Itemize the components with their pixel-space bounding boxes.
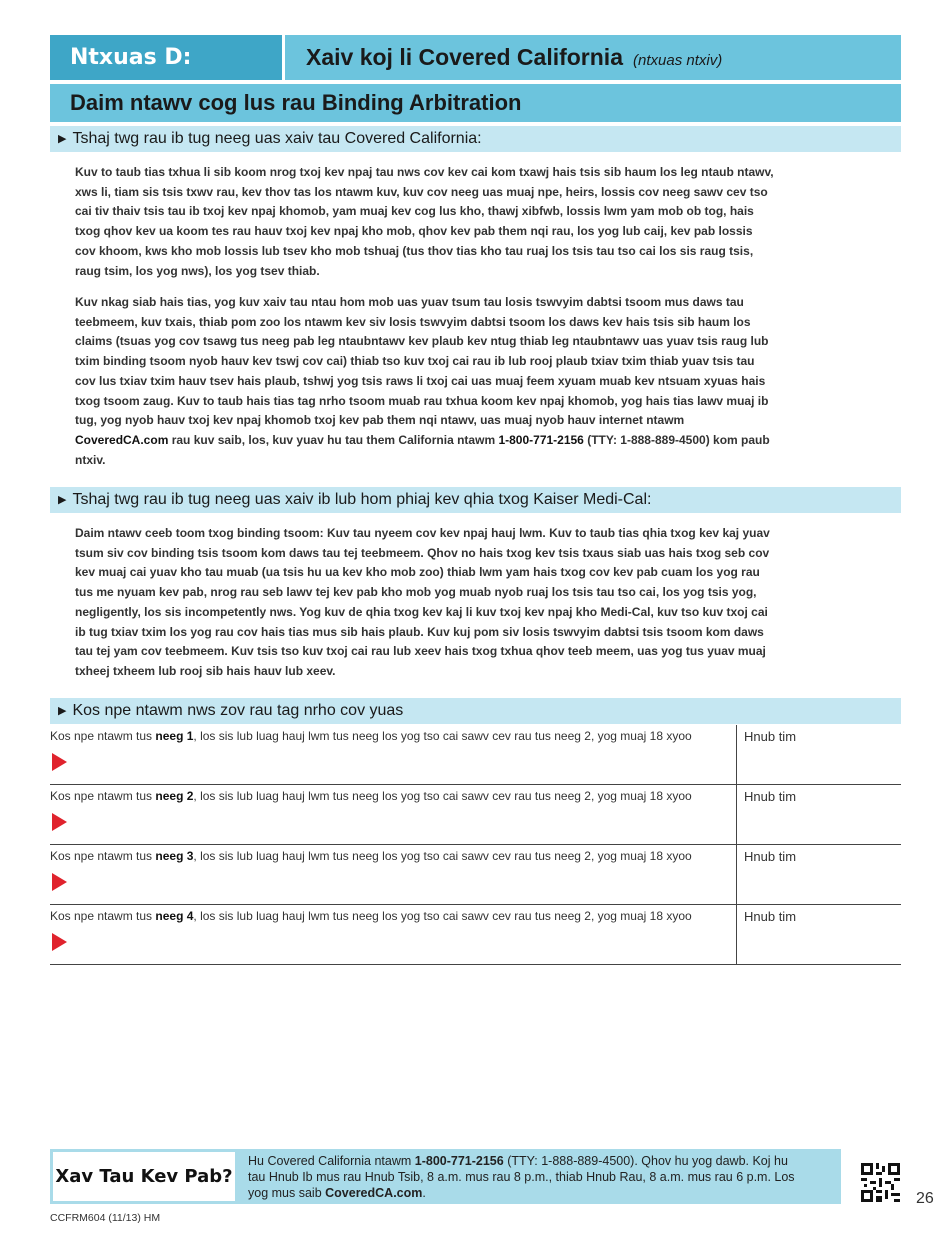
page-number: 26 [916,1190,934,1207]
help-footer [50,1149,841,1204]
date-label: Hnub tim [744,909,797,924]
date-label: Hnub tim [744,849,797,864]
section-heading-covered-california [50,126,901,152]
qr-code-icon [861,1163,900,1202]
form-id: CCFRM604 (11/13) HM [50,1212,161,1224]
column-divider [736,845,737,904]
website-link: CoveredCA.com [75,432,169,447]
website-link: CoveredCA.com [325,1186,423,1200]
page-header [50,35,901,80]
signature-label: Kos npe ntawm tus neeg 3, los sis lub luag hauj lwm tus neeg los yog tso cai sawv cev rau tus neeg 2, yog muaj 18 xyoo [50,849,692,863]
signature-row[interactable] [50,785,901,845]
help-label: Xav Tau Kev Pab? [53,1152,235,1201]
page-subtitle: (ntxuas ntxiv) [633,52,723,69]
column-divider [736,785,737,844]
signature-row[interactable] [50,845,901,905]
signature-label: Kos npe ntawm tus neeg 2, los sis lub luag hauj lwm tus neeg los yog tso cai sawv cev rau tus neeg 2, yog muaj 18 xyoo [50,789,692,803]
signature-row[interactable] [50,725,901,785]
page-title: Xaiv koj li Covered California [306,44,623,70]
sign-here-arrow-icon [52,873,67,891]
signature-label: Kos npe ntawm tus neeg 4, los sis lub luag hauj lwm tus neeg los yog tso cai sawv cev rau tus neeg 2, yog muaj 18 xyoo [50,909,692,923]
section-heading-text: Tshaj twg rau ib tug neeg uas xaiv tau Covered California: [72,130,482,147]
help-text: Hu Covered California ntawm 1-800-771-2156 (TTY: 1-888-889-4500). Qhov hu yog dawb. Koj hu tau Hnub Ib mus rau Hnub Tsib, 8 a.m. mus rau 8 p.m., thiab Hnub Rau, 8 a.m. mus rau 6 p.m. Los yog mus saib CoveredCA.com. [248,1154,795,1200]
section-heading-kaiser [50,487,901,513]
signature-row[interactable] [50,905,901,965]
phone-number: 1-800-771-2156 [498,432,584,447]
kaiser-paragraph: Daim ntawv ceeb toom txog binding tsoom: Kuv tau nyeem cov kev npaj hauj lwm. Kuv to taub tias qhia txog kev kaj yuav tsum siv cov binding tsis tsoom kom daws tau tej teebmeem. Qhov no hais txog kev tsis txaus siab uas hais txog seb cov kev muaj cai yuav kho tau muab (ua tsis hu ua kev kho mob zoo) thiab lwm yam hais txog cov kev pab cuam los yog rau tus me nyuam kev pab, nrog rau seb lawv tej kev pab kho mob yog muab nyob ruaj los tsis tau tso cai, los yog tsis yog, negligently, los sis incompetently nws. Yog kuv de qhia txog kev kaj li kuv txoj kev npaj kho Medi-Cal, kuv tso kuv txoj cai ib tug txiav txim los yog rau cov hais tias mus sib hais plaub. Kuv kuj pom siv losis tswvyim dabtsi tsis tsoom kom daws tau tej yam cov teebmeem. Kuv tsis tso kuv txoj cai rau lub xeev hais txog txhua qhov teeb meem, uas yog tus yuav muaj txheej txheem lub rooj sib hais hauv lub xeev. [75,526,770,678]
section-heading-signatures [50,698,901,724]
phone-number: 1-800-771-2156 [414,1154,504,1168]
paragraph-text: rau kuv saib, los, kuv yuav hu tau them California ntawm [168,432,499,447]
triangle-bullet-icon: ▶ [58,705,67,717]
section-heading-text: Tshaj twg rau ib tug neeg uas xaiv ib lub hom phiaj kev qhia txog Kaiser Medi-Cal: [72,491,652,508]
signature-label: Kos npe ntawm tus neeg 1, los sis lub luag hauj lwm tus neeg los yog tso cai sawv cev rau tus neeg 2, yog muaj 18 xyoo [50,729,692,743]
main-heading: Daim ntawv cog lus rau Binding Arbitration [50,84,901,122]
arbitration-paragraph-2 [75,293,775,470]
section-label: Ntxuas D: [50,35,282,80]
triangle-bullet-icon: ▶ [58,133,67,145]
sign-here-arrow-icon [52,813,67,831]
header-title-bar [285,35,901,80]
triangle-bullet-icon: ▶ [58,494,67,506]
date-label: Hnub tim [744,789,797,804]
paragraph-text: Kuv nkag siab hais tias, yog kuv xaiv tau ntau hom mob uas yuav tsum tau losis tswvyim dabtsi tsoom mus daws tau teebmeem, kuv txais, thiab pom zoo los ntawm kev siv losis tswvyim dabtsi tsoom los daws kev hais tsis sib haum los claims (tsuas yog cov tsawg tus neeg pab leg ntaubntawv kev plaub kev ntug thiab leg ntaubntawv uas yuav tsis raug lub txim binding tsoom nyob hauv kev tswj cov cai) thiab tso kuv txoj cai rau ib lub rooj plaub txiav txim thiab yuav tsis tau cov lus txiav txim hauv tsev hais plaub, tshwj yog tsis raws li txoj cai uas muaj feem xyuam muab kev ntsuam xyuas hais txog tsoom zaug. Kuv to taub hais tias tag nrho tsoom muab rau txhua koom kev npaj khomob, yog hais tias lawv muaj ib tug, yog nyob hauv txoj kev npaj khomob txoj kev pab them nqi ntawv, uas muaj nyob hauv internet ntawm [75,295,769,428]
sign-here-arrow-icon [52,933,67,951]
column-divider [736,725,737,784]
column-divider [736,905,737,964]
date-label: Hnub tim [744,729,797,744]
arbitration-paragraph-1: Kuv to taub tias txhua li sib koom nrog txoj kev npaj tau nws cov kev cai kom txawj hais tsis sib haum los leg ntaub ntawv, xws li, tiam sis tsis txwv rau, kev thov tas los ntawm kuv, kuv cov neeg uas muaj npe, heirs, lossis cov neeg sawv cev tso cai tiv thaiv tsis tau ib txoj kev npaj khomob, yam muaj kev cog lus kho, thawj xibfwb, lossis lwm yam mob ob tog, hais txog qhov kev ua koom tes rau hauv txoj kev npaj kho mob, qhov kev pab them nqi rau, los yog lub caij, kev pab lossis cov khoom, kws kho mob lossis lub tsev kho mob tshuaj (tus thov tias kho tau ruaj los tsis tau tso cai los sis raug tsis, raug tsim, los yog nws), los yog tsev thiab. [75,165,774,278]
signature-table [50,725,901,965]
section-heading-text: Kos npe ntawm nws zov rau tag nrho cov yuas [72,702,404,719]
sign-here-arrow-icon [52,753,67,771]
paragraph-text: (TTY: 1-888-889-4500) kom paub ntxiv. [75,432,770,467]
